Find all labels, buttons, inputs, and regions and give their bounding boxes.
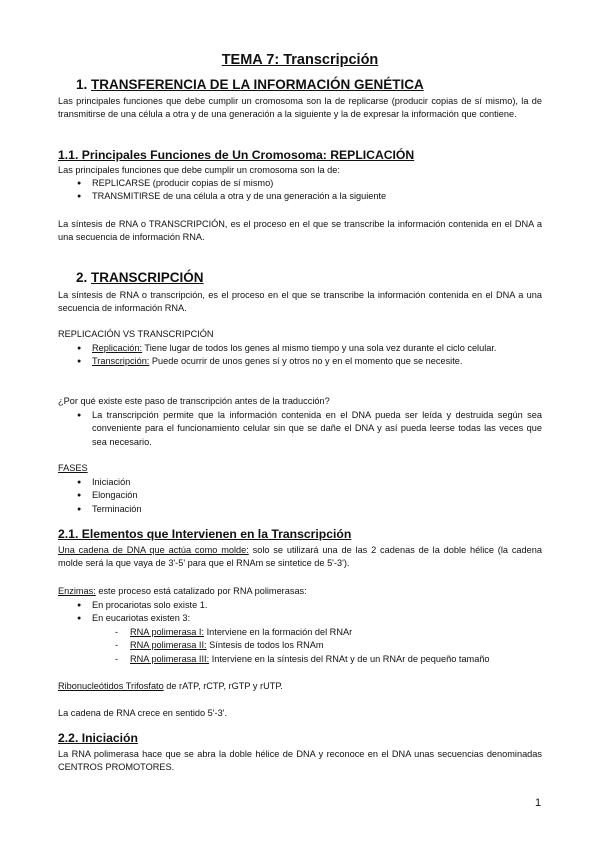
section-1-1-lead: Las principales funciones que debe cumplir un cromosoma son la de: [58, 165, 340, 175]
polimerasas-list [58, 626, 542, 666]
section-1-heading [76, 77, 424, 92]
list-item [58, 653, 542, 666]
section-2-title: TRANSCRIPCIÓN [91, 270, 204, 285]
section-1-intro: Las principales funciones que debe cumplir un cromosoma son la de replicarse (producir copias de sí mismo), la de transmitirse de una célula a otra y de una generación a la siguiente y la de expresar la información que contiene. [58, 96, 542, 120]
definition: Síntesis de todos los RNAm [206, 640, 324, 651]
term: RNA polimerasa II: [130, 640, 207, 651]
list-item [58, 639, 542, 652]
list-item [58, 342, 542, 355]
section-2-1-heading: 2.1. Elementos que Intervienen en la Transcripción [58, 527, 352, 541]
term: RNA polimerasa III: [130, 653, 210, 664]
fases-heading: FASES [58, 463, 88, 473]
term: RNA polimerasa I: [130, 627, 205, 637]
definition: solo se utilizará una de las 2 cadenas de la doble hélice (la cadena molde será la que vaya de 3'-5' para que el RNAm se sintetice de 5'-3'). [58, 545, 542, 569]
term: Replicación: [92, 343, 143, 353]
enzimas-list [58, 599, 542, 626]
question: ¿Por qué existe este paso de transcripción antes de la traducción? [58, 396, 330, 406]
list-item: ● TRANSMITIRSE de una célula a otra y de una generación a la siguiente [58, 190, 542, 203]
section-2-heading [76, 270, 204, 285]
section-2-2-heading: 2.2. Iniciación [58, 731, 138, 745]
section-2-intro: La síntesis de RNA o transcripción, es el proceso en el que se transcribe la información contenida en el DNA a una secuencia de información RNA. [58, 290, 542, 314]
section-1-1-heading: 1.1. Principales Funciones de Un Cromosoma: REPLICACIÓN [58, 148, 415, 162]
enzimas-paragraph [58, 585, 542, 598]
ribonucleotidos-paragraph [58, 680, 542, 693]
definition: Interviene en la formación del RNAr [204, 627, 353, 637]
list-item: ● Elongación [58, 489, 542, 502]
section-1-title: TRANSFERENCIA DE LA INFORMACIÓN GENÉTICA [91, 77, 424, 92]
list-item: ● REPLICARSE (producir copias de sí mismo) [58, 177, 542, 190]
replicacion-vs-transcripcion-heading: REPLICACIÓN VS TRANSCRIPCIÓN [58, 329, 214, 339]
definition: Tiene lugar de todos los genes al mismo tiempo y una sola vez durante el ciclo celular. [142, 343, 497, 353]
fases-list [58, 476, 542, 516]
definition: este proceso está catalizado por RNA polimerasas: [95, 586, 307, 596]
list-item: ● Iniciación [58, 476, 542, 489]
replicacion-vs-transcripcion-list [58, 342, 542, 369]
list-item: ● La transcripción permite que la información contenida en el DNA pueda ser leída y destruida según sea conveniente para el funcionamiento celular sin que se dañe el DNA y así pueda leerse todas las veces que sea necesario. [58, 409, 542, 449]
answer-list [58, 409, 542, 449]
page-number: 1 [535, 797, 542, 809]
list-item [58, 355, 542, 368]
term: Ribonucleótidos Trifosfato [58, 681, 164, 691]
document-title: TEMA 7: Transcripción [221, 52, 379, 68]
term: Enzimas: [58, 586, 96, 596]
section-1-1-bullets [58, 177, 542, 204]
term: Transcripción: [92, 356, 150, 367]
molde-paragraph [58, 544, 542, 571]
list-item: ● En procariotas solo existe 1. [58, 599, 542, 612]
section-2-2-paragraph: La RNA polimerasa hace que se abra la doble hélice de DNA y reconoce en el DNA unas secuencias denominadas CENTROS PROMOTORES. [58, 749, 542, 773]
definition: de rATP, rCTP, rGTP y rUTP. [163, 681, 283, 691]
term: Una cadena de DNA que actúa como molde: [58, 545, 249, 555]
definition: Interviene en la síntesis del RNAt y de un RNAr de pequeño tamaño [209, 653, 490, 664]
section-2-number: 2. [76, 270, 88, 285]
list-item: ● En eucariotas existen 3: [58, 612, 542, 625]
section-1-number: 1. [76, 77, 88, 92]
section-1-1-paragraph: La síntesis de RNA o TRANSCRIPCIÓN, es el proceso en el que se transcribe la información contenida en el DNA a una secuencia de información RNA. [58, 219, 542, 243]
list-item [58, 626, 542, 639]
list-item: ● Terminación [58, 503, 542, 516]
crece-paragraph: La cadena de RNA crece en sentido 5'-3'. [58, 708, 227, 718]
definition: Puede ocurrir de unos genes sí y otros no y en el momento que se necesite. [149, 356, 463, 367]
